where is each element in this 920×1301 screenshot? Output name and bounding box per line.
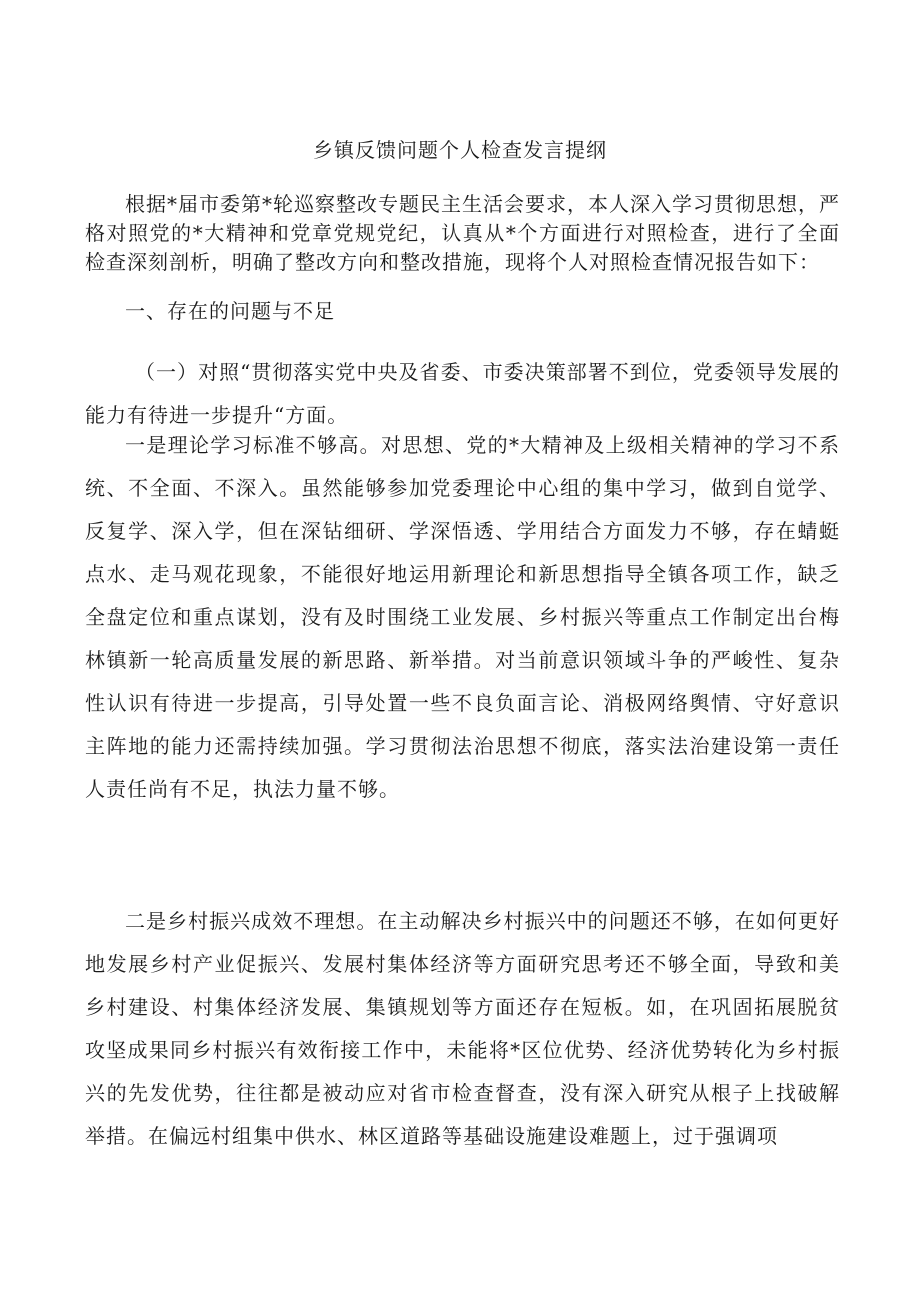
body-paragraph-2: 二是乡村振兴成效不理想。在主动解决乡村振兴中的问题还不够，在如何更好地发展乡村产业促振兴、发展村集体经济等方面研究思考还不够全面，导致和美乡村建设、村集体经济发展、集镇规划等方面还存在短板。如，在巩固拓展脱贫攻坚成果同乡村振兴有效衔接工作中，未能将*区位优势、经济优势转化为乡村振兴的先发优势，往往都是被动应对省市检查督查，没有深入研究从根子上找破解举措。在偏远村组集中供水、林区道路等基础设施建设难题上，过于强调项 bbox=[85, 909, 840, 1148]
section-heading: 一、存在的问题与不足 bbox=[125, 299, 335, 323]
intro-paragraph: 根据*届市委第*轮巡察整改专题民主生活会要求，本人深入学习贯彻思想，严格对照党的*大精神和党章党规党纪，认真从*个方面进行对照检查，进行了全面检查深刻剖析，明确了整改方向和整改措施，现将个人对照检查情况报告如下： bbox=[85, 192, 840, 274]
document-title: 乡镇反馈问题个人检查发言提纲 bbox=[313, 138, 607, 162]
subsection-heading: （一）对照“贯彻落实党中央及省委、市委决策部署不到位，党委领导发展的能力有待进一步提升“方面。 bbox=[85, 360, 840, 427]
body-paragraph-1: 一是理论学习标准不够高。对思想、党的*大精神及上级相关精神的学习不系统、不全面、不深入。虽然能够参加党委理论中心组的集中学习，做到自觉学、反复学、深入学，但在深钻细研、学深悟透、学用结合方面发力不够，存在蜻蜓点水、走马观花现象，不能很好地运用新理论和新思想指导全镇各项工作，缺乏全盘定位和重点谋划，没有及时围绕工业发展、乡村振兴等重点工作制定出台梅林镇新一轮高质量发展的新思路、新举措。对当前意识领域斗争的严峻性、复杂性认识有待进一步提高，引导处置一些不良负面言论、消极网络舆情、守好意识主阵地的能力还需持续加强。学习贯彻法治思想不彻底，落实法治建设第一责任人责任尚有不足，执法力量不够。 bbox=[85, 433, 840, 801]
